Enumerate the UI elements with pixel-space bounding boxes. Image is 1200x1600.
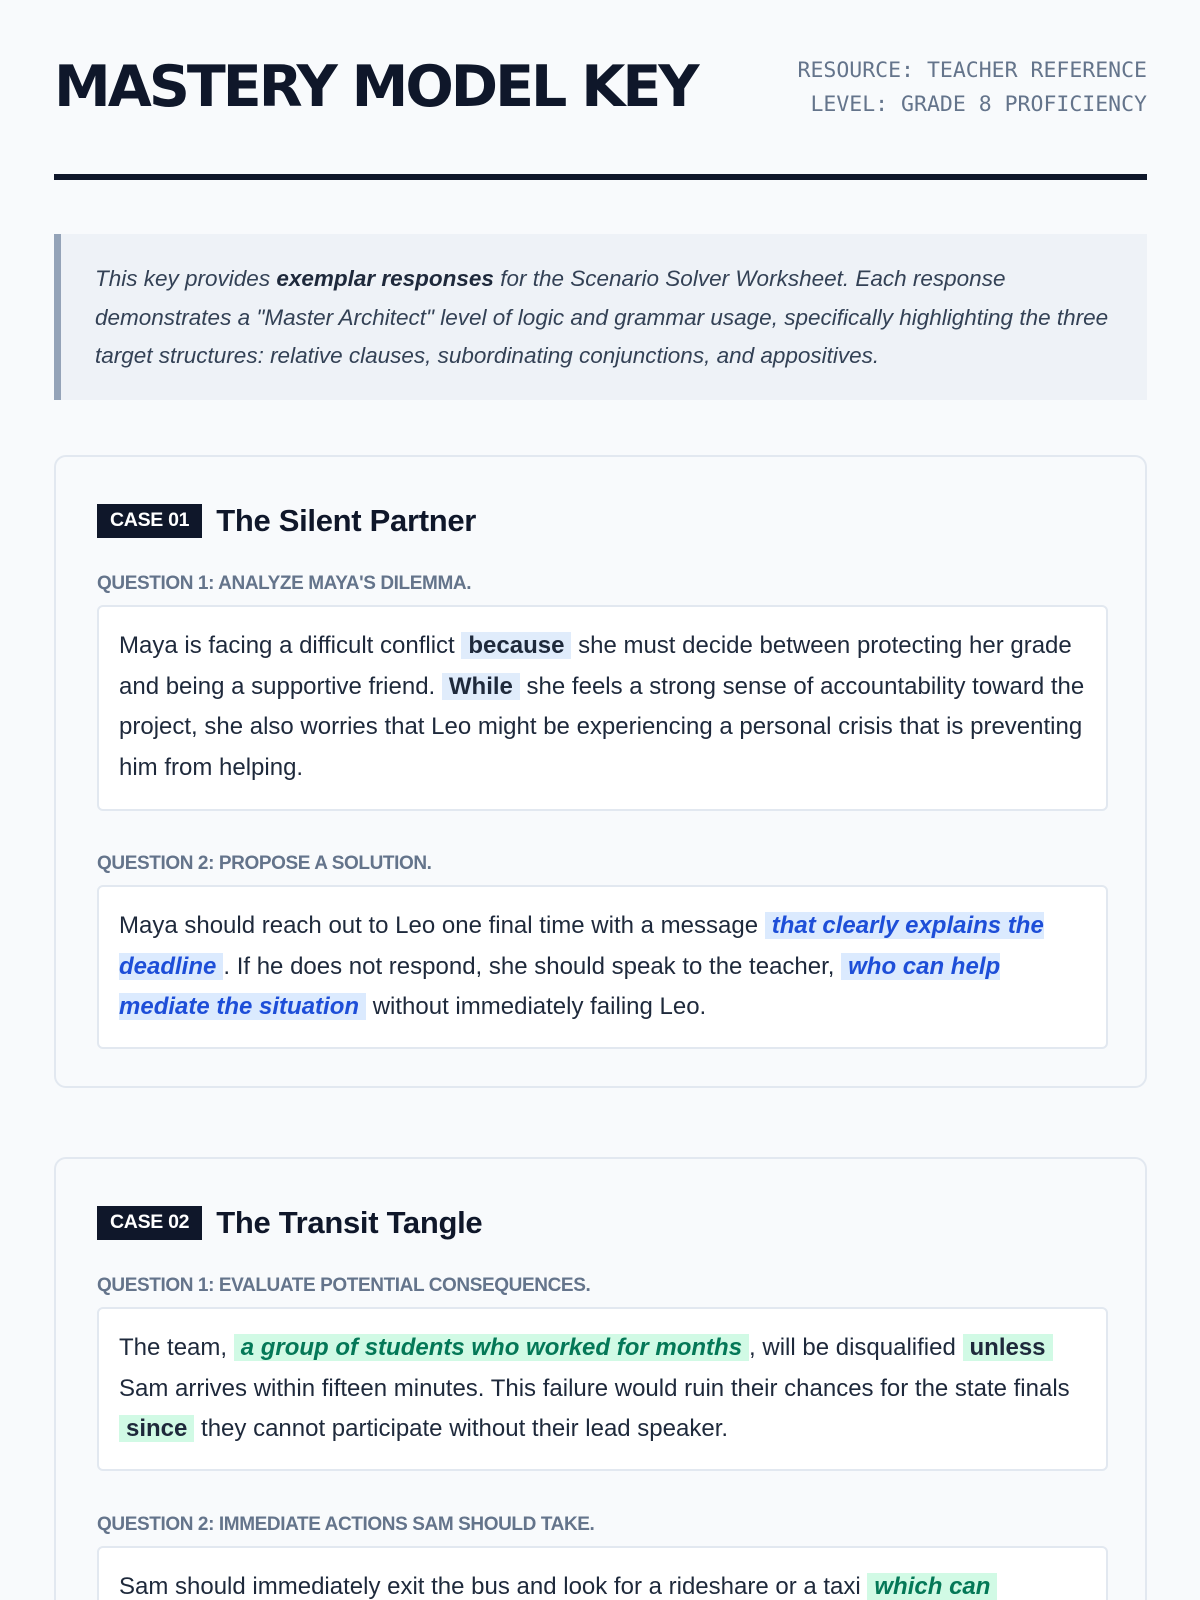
answer-box [97,1307,1108,1471]
answer-text: Sam should immediately exit the bus and look for a rideshare or a taxi [119,1573,868,1600]
intro-callout [54,234,1147,400]
resource-type: RESOURCE: TEACHER REFERENCE [797,58,1147,83]
subordinating-conjunction-highlight: because [461,632,571,659]
subordinating-conjunction-green-highlight: unless [963,1334,1053,1361]
question-label: QUESTION 1: ANALYZE MAYA'S DILEMMA. [97,573,472,594]
answer-text: Maya is facing a difficult conflict [119,632,462,659]
answer-text: , will be disqualified [749,1334,963,1361]
answer-box [97,1546,1108,1600]
intro-prefix: This key provides [95,266,277,291]
subordinating-conjunction-highlight: While [442,673,520,700]
answer-box [97,885,1108,1049]
intro-emphasis: exemplar responses [276,266,494,291]
answer-text: she feels a strong sense of accountability toward the project, she also worries that Leo might be experiencing a personal crisis that is preventing him from helping. [119,672,1085,781]
subordinating-conjunction-green-highlight: since [119,1415,194,1442]
case-header [97,503,476,539]
answer-text: Maya should reach out to Leo one final time with a message [119,912,765,939]
answer-text: without immediately failing Leo. [366,993,707,1020]
intro-suffix: for the Scenario Solver Worksheet. Each response demonstrates a "Master Architect" level of logic and grammar usage, specifically highlighting the three target structures: relative clauses, subordinating conjunctions, and appositives. [95,266,1109,368]
case-card-02 [54,1157,1147,1600]
answer-text: they cannot participate without their lead speaker. [194,1415,729,1442]
case-card-01 [54,455,1147,1088]
question-label: QUESTION 1: EVALUATE POTENTIAL CONSEQUENCES. [97,1275,591,1296]
proficiency-level: LEVEL: GRADE 8 PROFICIENCY [810,92,1147,117]
appositive-highlight: which can [867,1573,997,1600]
answer-text: . If he does not respond, she should speak to the teacher, [223,952,842,980]
answer-text: she must decide between protecting her grade and being a supportive friend. [119,632,1072,700]
case-tag: CASE 01 [97,504,202,538]
relative-clause-highlight: who can help mediate the situation [119,952,1001,1020]
page-header [54,0,1147,180]
case-title: The Silent Partner [216,503,477,538]
case-header [97,1205,482,1241]
appositive-highlight: a group of students who worked for months [234,1334,749,1361]
relative-clause-highlight: that clearly explains the deadline [119,912,1044,980]
resource-meta [798,54,1148,122]
question-label: QUESTION 2: PROPOSE A SOLUTION. [97,853,432,874]
question-label: QUESTION 2: IMMEDIATE ACTIONS SAM SHOULD TAKE. [97,1514,595,1535]
page-title: MASTERY MODEL KEY [54,54,697,120]
case-title: The Transit Tangle [216,1205,483,1240]
answer-key-page [54,0,1147,1600]
answer-box [97,605,1108,811]
case-tag: CASE 02 [97,1206,202,1240]
answer-text: Sam arrives within fifteen minutes. This failure would ruin their chances for the state finals [119,1374,1070,1402]
answer-text: The team, [119,1334,234,1361]
